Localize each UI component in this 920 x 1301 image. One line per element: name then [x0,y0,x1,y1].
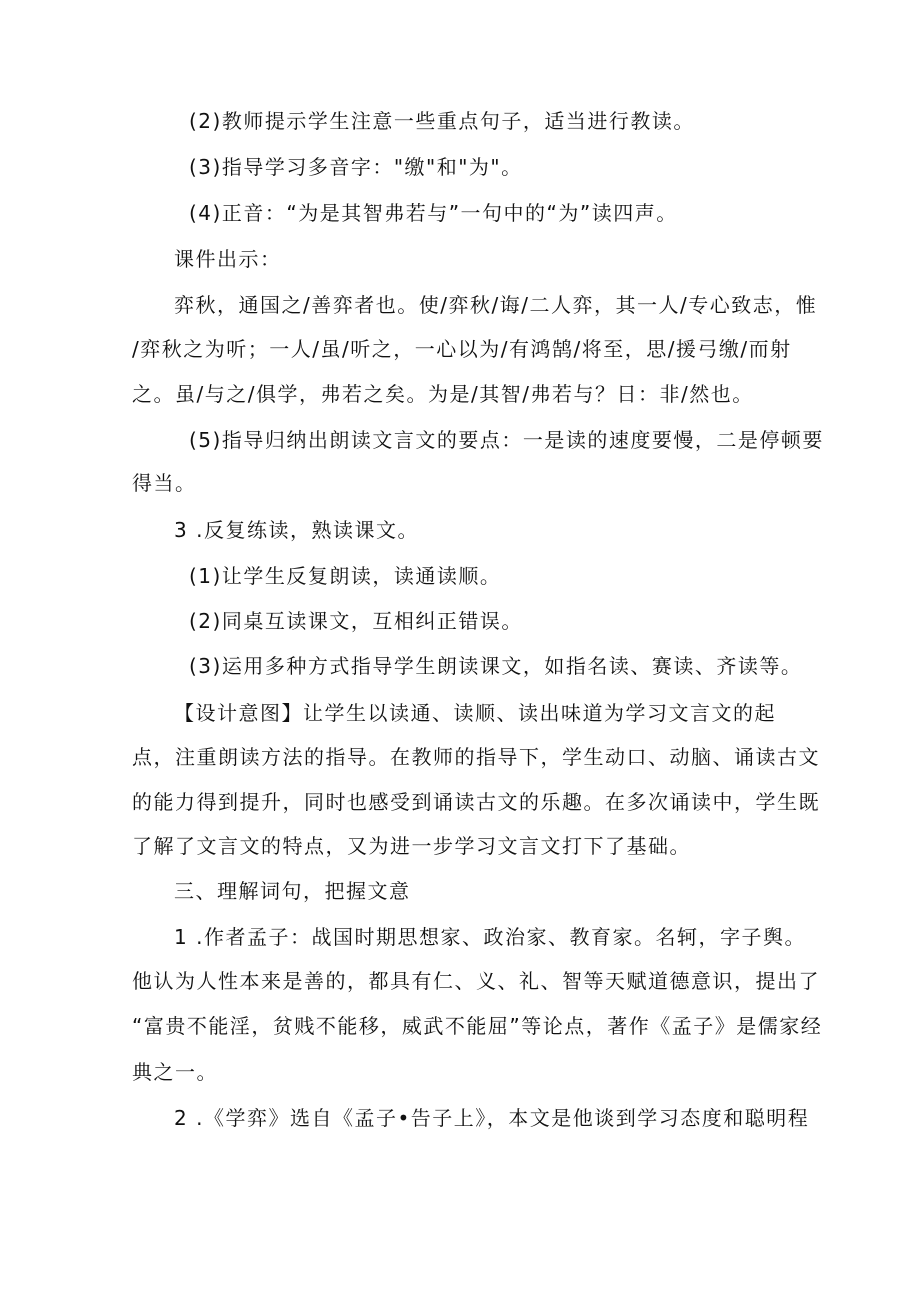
design-intent-paragraph: 了解了文言文的特点，又为进一步学习文言文打下了基础。 [132,834,691,858]
paragraph-step-4: (4)正音：“为是其智弗若与”一句中的“为”读四声。 [189,201,678,225]
paragraph-sub-3: (3)运用多种方式指导学生朗读课文，如指名读、赛读、齐读等。 [189,654,803,678]
author-paragraph: 1 .作者孟子：战国时期思想家、政治家、教育家。名轲，字子舆。 [174,925,806,949]
courseware-text-line: 之。虽/与之/俱学，弗若之矣。为是/其智/弗若与？日：非/然也。 [132,382,754,406]
paragraph-step-5-cont: 得当。 [132,471,197,495]
paragraph-step-3: (3)指导学习多音字："缴"和"为"。 [189,155,523,179]
section-heading-3: 3 .反复练读，熟读课文。 [174,518,419,542]
section-heading-three: 三、理解词句，把握文意 [174,879,411,903]
author-paragraph: “富贵不能淫，贫贱不能移，威武不能屈”等论点，著作《孟子》是儒家经 [132,1014,823,1038]
author-paragraph: 典之一。 [132,1060,218,1084]
courseware-text-line: /弈秋之为听；一人/虽/听之，一心以为/有鸿鹄/将至，思/援弓缴/而射 [132,337,792,361]
paragraph-step-2: (2)教师提示学生注意一些重点句子，适当进行教读。 [189,109,695,133]
design-intent-paragraph: 的能力得到提升，同时也感受到诵读古文的乐趣。在多次诵读中，学生既 [132,790,820,814]
design-intent-paragraph: 【设计意图】让学生以读通、读顺、读出味道为学习文言文的起 [174,701,776,725]
paragraph-step-5: (5)指导归纳出朗读文言文的要点：一是读的速度要慢，二是停顿要 [189,428,824,452]
paragraph-sub-1: (1)让学生反复朗读，读通读顺。 [189,564,502,588]
courseware-label: 课件出示： [174,247,282,271]
courseware-text-line: 弈秋，通国之/善弈者也。使/弈秋/诲/二人弈，其一人/专心致志，惟 [174,293,818,317]
source-paragraph: 2 .《学弈》选自《孟子•告子上》，本文是他谈到学习态度和聪明程 [174,1106,810,1130]
paragraph-sub-2: (2)同桌互读课文，互相纠正错误。 [189,609,523,633]
author-paragraph: 他认为人性本来是善的，都具有仁、义、礼、智等天赋道德意识，提出了 [132,969,820,993]
design-intent-paragraph: 点，注重朗读方法的指导。在教师的指导下，学生动口、动脑、诵读古文 [132,745,820,769]
